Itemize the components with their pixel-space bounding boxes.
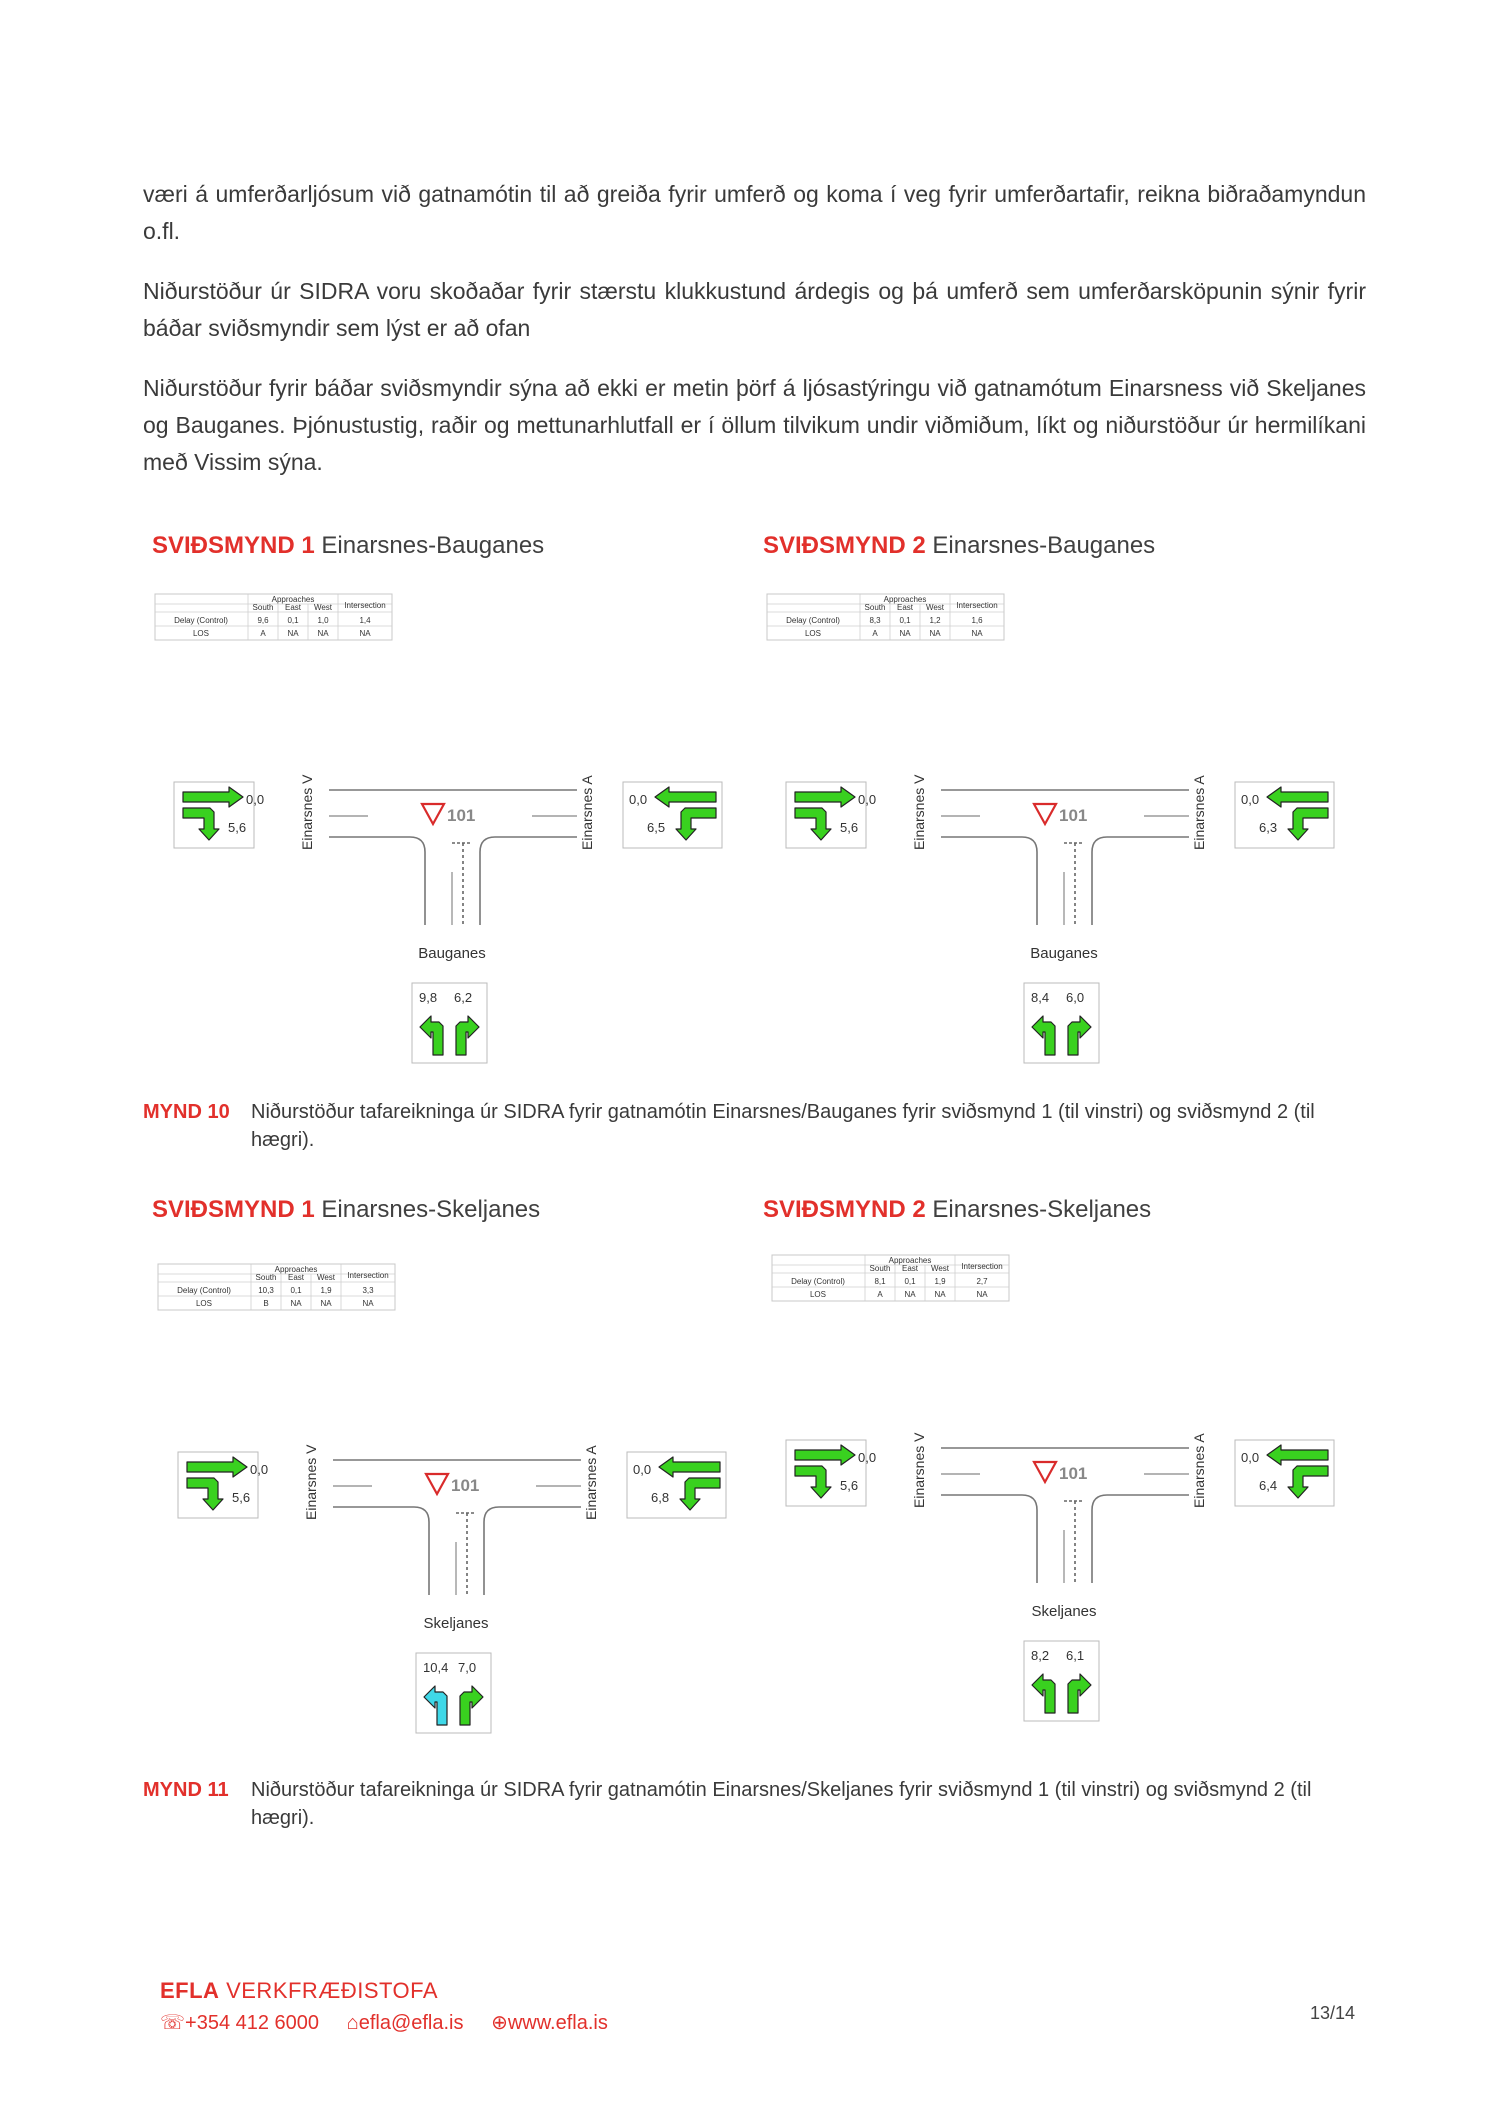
road-name-south: Bauganes bbox=[1030, 945, 1098, 962]
road-name-east: Einarsnes A bbox=[1191, 775, 1207, 850]
globe-icon: ⊕ bbox=[491, 2012, 508, 2034]
scenario-heading: SVIÐSMYND 2 Einarsnes-Bauganes bbox=[763, 532, 1156, 559]
paragraph-3: Niðurstöður fyrir báðar sviðsmyndir sýna að ekki er metin þörf á ljósastýringu við gatnamótum Einarsness við Skeljanes og Bauganes. Þjónustustig, raðir og mettunarhlutfall er í öllum tilvikum undir viðmiðum, líkt og niðurstöður úr hermilíkani með Vissim sýna. bbox=[143, 375, 1366, 475]
table-header-intersection: Intersection bbox=[956, 601, 998, 610]
west-right-delay: 5,6 bbox=[840, 1478, 859, 1493]
table-header-east: East bbox=[901, 1264, 919, 1273]
east-left-delay: 6,4 bbox=[1259, 1478, 1278, 1493]
footer-contact bbox=[160, 2010, 630, 2035]
east-left-delay: 6,8 bbox=[651, 1490, 670, 1505]
paragraph-1: væri á umferðarljósum við gatnamótin til að greiða fyrir umferð og koma í veg fyrir umferðartafir, reikna biðraðamyndun o.fl. bbox=[143, 181, 1366, 244]
road-edge bbox=[941, 1495, 1037, 1583]
table-header-west: West bbox=[316, 1273, 336, 1282]
table-cell-delay: 8,3 bbox=[869, 616, 881, 625]
table-cell-los: NA bbox=[290, 1299, 302, 1308]
table-cell-delay: 0,1 bbox=[899, 616, 911, 625]
road-name-west: Einarsnes V bbox=[303, 1444, 319, 1520]
page-number: 13/14 bbox=[1310, 2003, 1356, 2023]
south-left-delay: 10,4 bbox=[423, 1660, 449, 1675]
table-row-label-los: LOS bbox=[195, 1299, 213, 1308]
table-cell-los: NA bbox=[287, 629, 299, 638]
west-right-delay: 5,6 bbox=[228, 820, 247, 835]
south-left-delay: 8,4 bbox=[1031, 990, 1050, 1005]
table-header-east: East bbox=[896, 603, 914, 612]
south-left-delay: 9,8 bbox=[419, 990, 438, 1005]
sign-number: 101 bbox=[451, 1476, 480, 1495]
caption-text: Niðurstöður tafareikninga úr SIDRA fyrir gatnamótin Einarsnes/Skeljanes fyrir sviðsmynd 1 (til vinstri) og sviðsmynd 2 (til hægri). bbox=[251, 1779, 1312, 1829]
south-right-delay: 7,0 bbox=[458, 1660, 477, 1675]
east-left-delay: 6,3 bbox=[1259, 820, 1278, 835]
table-row-label-los: LOS bbox=[192, 629, 210, 638]
road-name-east: Einarsnes A bbox=[583, 1445, 599, 1520]
table-header-south: South bbox=[255, 1273, 277, 1282]
east-through-delay: 0,0 bbox=[629, 792, 648, 807]
east-through-delay: 0,0 bbox=[633, 1462, 652, 1477]
table-cell-los: NA bbox=[929, 629, 941, 638]
table-cell-los: NA bbox=[904, 1290, 916, 1299]
table-cell-los: NA bbox=[976, 1290, 988, 1299]
table-cell-los: NA bbox=[320, 1299, 332, 1308]
table-cell-delay: 1,9 bbox=[934, 1277, 946, 1286]
table-cell-delay: 0,1 bbox=[290, 1286, 302, 1295]
south-right-delay: 6,0 bbox=[1066, 990, 1085, 1005]
table-cell-delay: 1,0 bbox=[317, 616, 329, 625]
email-link[interactable]: ⌂efla@efla.is bbox=[346, 2012, 464, 2034]
table-cell-delay: 9,6 bbox=[257, 616, 269, 625]
road-name-west: Einarsnes V bbox=[911, 774, 927, 850]
west-through-delay: 0,0 bbox=[858, 1450, 877, 1465]
table-header-intersection: Intersection bbox=[344, 601, 386, 610]
table-row-label-delay: Delay (Control) bbox=[786, 616, 840, 625]
road-name-east: Einarsnes A bbox=[1191, 1433, 1207, 1508]
west-right-delay: 5,6 bbox=[232, 1490, 251, 1505]
road-name-west: Einarsnes V bbox=[299, 774, 315, 850]
figure-number: MYND 10 bbox=[143, 1101, 230, 1123]
west-right-delay: 5,6 bbox=[840, 820, 859, 835]
table-header-south: South bbox=[864, 603, 886, 612]
table-header-south: South bbox=[252, 603, 274, 612]
table-header-west: West bbox=[313, 603, 333, 612]
table-cell-delay: 1,6 bbox=[971, 616, 983, 625]
yield-sign-icon bbox=[1034, 1462, 1056, 1482]
results-table bbox=[772, 1255, 1009, 1301]
table-row-label-los: LOS bbox=[809, 1290, 827, 1299]
footer-logo: EFLA VERKFRÆÐISTOFA bbox=[160, 1978, 439, 2003]
table-header-east: East bbox=[284, 603, 302, 612]
table-cell-los: A bbox=[872, 629, 878, 638]
road-edge bbox=[1092, 1495, 1189, 1583]
east-through-delay: 0,0 bbox=[1241, 1450, 1260, 1465]
intersection-diagram bbox=[786, 1432, 1334, 1721]
table-cell-delay: 0,1 bbox=[904, 1277, 916, 1286]
table-cell-los: NA bbox=[362, 1299, 374, 1308]
table-cell-los: A bbox=[260, 629, 266, 638]
table-cell-delay: 1,4 bbox=[359, 616, 371, 625]
table-row-label-los: LOS bbox=[804, 629, 822, 638]
figure-caption bbox=[143, 1098, 1366, 1158]
table-header-south: South bbox=[869, 1264, 891, 1273]
table-cell-los: NA bbox=[317, 629, 329, 638]
caption-text: Niðurstöður tafareikninga úr SIDRA fyrir gatnamótin Einarsnes/Bauganes fyrir sviðsmynd 1 (til vinstri) og sviðsmynd 2 (til hægri). bbox=[251, 1101, 1315, 1151]
east-left-delay: 6,5 bbox=[647, 820, 666, 835]
table-row-label-delay: Delay (Control) bbox=[177, 1286, 231, 1295]
table-cell-delay: 2,7 bbox=[976, 1277, 988, 1286]
table-header-approaches: Approaches bbox=[883, 595, 927, 604]
table-header-intersection: Intersection bbox=[961, 1262, 1003, 1271]
table-cell-los: NA bbox=[934, 1290, 946, 1299]
road-name-south: Skeljanes bbox=[1031, 1603, 1097, 1620]
west-through-delay: 0,0 bbox=[246, 792, 265, 807]
road-name-east: Einarsnes A bbox=[579, 775, 595, 850]
figure-caption bbox=[143, 1776, 1366, 1836]
table-header-approaches: Approaches bbox=[271, 595, 315, 604]
table-cell-delay: 1,9 bbox=[320, 1286, 332, 1295]
scenario-heading: SVIÐSMYND 1 Einarsnes-Bauganes bbox=[152, 532, 545, 559]
table-header-approaches: Approaches bbox=[274, 1265, 318, 1274]
south-right-delay: 6,1 bbox=[1066, 1648, 1085, 1663]
table-cell-los: A bbox=[877, 1290, 883, 1299]
table-row-label-delay: Delay (Control) bbox=[791, 1277, 845, 1286]
sign-number: 101 bbox=[1059, 806, 1088, 825]
table-cell-los: NA bbox=[359, 629, 371, 638]
table-header-approaches: Approaches bbox=[888, 1256, 932, 1265]
table-cell-delay: 3,3 bbox=[362, 1286, 374, 1295]
scenario-heading: SVIÐSMYND 2 Einarsnes-Skeljanes bbox=[763, 1196, 1152, 1223]
table-header-west: West bbox=[930, 1264, 950, 1273]
road-name-south: Skeljanes bbox=[423, 1615, 489, 1632]
figure-number: MYND 11 bbox=[143, 1779, 229, 1801]
sign-number: 101 bbox=[447, 806, 476, 825]
table-cell-los: NA bbox=[899, 629, 911, 638]
scenario-heading: SVIÐSMYND 1 Einarsnes-Skeljanes bbox=[152, 1196, 541, 1223]
road-name-west: Einarsnes V bbox=[911, 1432, 927, 1508]
east-through-delay: 0,0 bbox=[1241, 792, 1260, 807]
table-cell-delay: 1,2 bbox=[929, 616, 941, 625]
table-row-label-delay: Delay (Control) bbox=[174, 616, 228, 625]
table-header-east: East bbox=[287, 1273, 305, 1282]
table-header-west: West bbox=[925, 603, 945, 612]
road-name-south: Bauganes bbox=[418, 945, 486, 962]
table-cell-los: NA bbox=[971, 629, 983, 638]
west-through-delay: 0,0 bbox=[858, 792, 877, 807]
website-link[interactable]: ⊕www.efla.is bbox=[491, 2012, 608, 2034]
paragraph-2: Niðurstöður úr SIDRA voru skoðaðar fyrir stærstu klukkustund árdegis og þá umferð sem umferðarsköpunin sýnir fyrir báðar sviðsmyndir sem lýst er að ofan bbox=[143, 278, 1366, 341]
west-through-delay: 0,0 bbox=[250, 1462, 269, 1477]
sign-number: 101 bbox=[1059, 1464, 1088, 1483]
south-right-delay: 6,2 bbox=[454, 990, 473, 1005]
phone-icon: ☏ bbox=[160, 2012, 186, 2034]
table-cell-delay: 10,3 bbox=[258, 1286, 274, 1295]
table-cell-delay: 0,1 bbox=[287, 616, 299, 625]
phone-link[interactable]: ☏+354 412 6000 bbox=[160, 2012, 320, 2034]
table-cell-los: B bbox=[263, 1299, 269, 1308]
home-icon: ⌂ bbox=[346, 2012, 359, 2034]
south-left-delay: 8,2 bbox=[1031, 1648, 1050, 1663]
table-header-intersection: Intersection bbox=[347, 1271, 389, 1280]
table-cell-delay: 8,1 bbox=[874, 1277, 886, 1286]
